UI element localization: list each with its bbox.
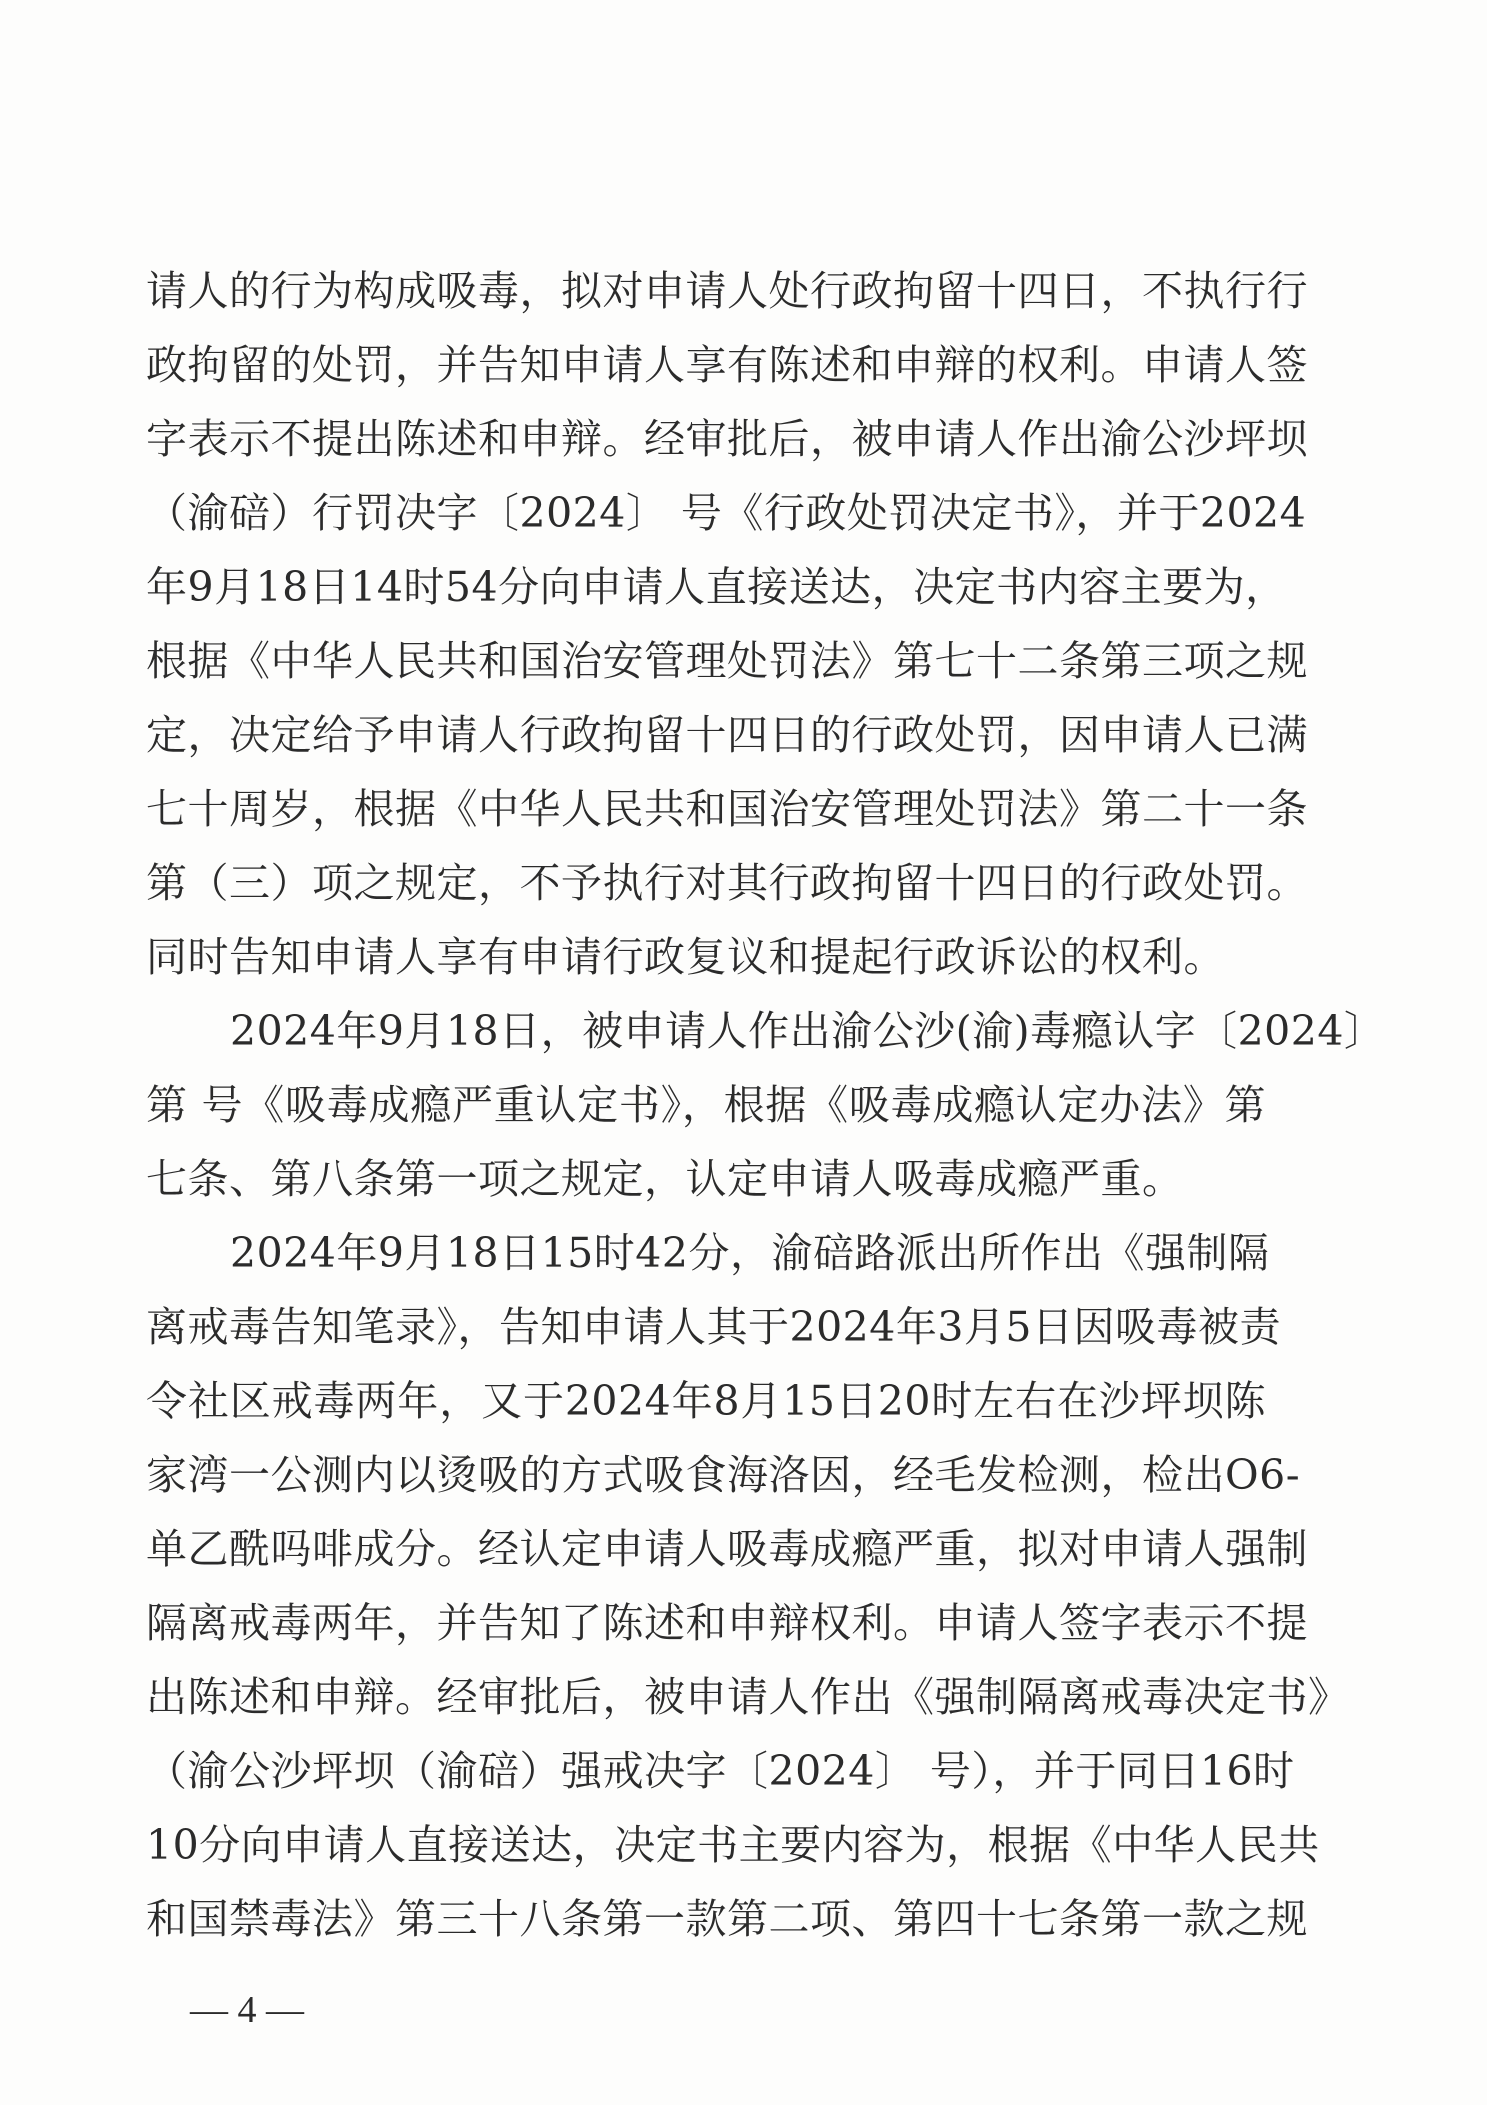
text-line: 令社区戒毒两年，又于2024年8月15日20时左右在沙坪坝陈 bbox=[146, 1377, 1266, 1425]
text-line: 隔离戒毒两年，并告知了陈述和申辩权利。申请人签字表示不提 bbox=[146, 1599, 1308, 1647]
text-line: 定，决定给予申请人行政拘留十四日的行政处罚，因申请人已满 bbox=[146, 711, 1308, 759]
page-number: — 4 — bbox=[190, 1989, 304, 2031]
paragraph-start: 2024年9月18日，被申请人作出渝公沙(渝)毒瘾认字〔2024〕 bbox=[230, 1007, 1386, 1055]
text-line: 请人的行为构成吸毒，拟对申请人处行政拘留十四日，不执行行 bbox=[146, 267, 1308, 315]
text-line: 七条、第八条第一项之规定，认定申请人吸毒成瘾严重。 bbox=[146, 1155, 1184, 1203]
text-line: 第 号《吸毒成瘾严重认定书》，根据《吸毒成瘾认定办法》第 bbox=[146, 1081, 1266, 1129]
text-line: 政拘留的处罚，并告知申请人享有陈述和申辩的权利。申请人签 bbox=[146, 341, 1308, 389]
text-line: 离戒毒告知笔录》，告知申请人其于2024年3月5日因吸毒被责 bbox=[146, 1303, 1282, 1351]
paragraph-start: 2024年9月18日15时42分，渝碚路派出所作出《强制隔 bbox=[230, 1229, 1270, 1277]
text-line: 和国禁毒法》第三十八条第一款第二项、第四十七条第一款之规 bbox=[146, 1895, 1308, 1943]
text-line: 同时告知申请人享有申请行政复议和提起行政诉讼的权利。 bbox=[146, 933, 1225, 981]
text-line: 家湾一公测内以烫吸的方式吸食海洛因，经毛发检测，检出O6- bbox=[146, 1451, 1301, 1499]
text-line: （渝公沙坪坝（渝碚）强戒决字〔2024〕 号），并于同日16时 bbox=[146, 1747, 1295, 1795]
text-line: 根据《中华人民共和国治安管理处罚法》第七十二条第三项之规 bbox=[146, 637, 1308, 685]
text-line: 字表示不提出陈述和申辩。经审批后，被申请人作出渝公沙坪坝 bbox=[146, 415, 1308, 463]
text-line: （渝碚）行罚决字〔2024〕 号《行政处罚决定书》，并于2024 bbox=[146, 489, 1307, 537]
text-line: 出陈述和申辩。经审批后，被申请人作出《强制隔离戒毒决定书》 bbox=[146, 1673, 1350, 1721]
text-line: 第（三）项之规定，不予执行对其行政拘留十四日的行政处罚。 bbox=[146, 859, 1308, 907]
text-line: 七十周岁，根据《中华人民共和国治安管理处罚法》第二十一条 bbox=[146, 785, 1308, 833]
text-line: 10分向申请人直接送达，决定书主要内容为，根据《中华人民共 bbox=[146, 1821, 1320, 1869]
text-line: 年9月18日14时54分向申请人直接送达，决定书内容主要为， bbox=[146, 563, 1287, 611]
text-line: 单乙酰吗啡成分。经认定申请人吸毒成瘾严重，拟对申请人强制 bbox=[146, 1525, 1308, 1573]
